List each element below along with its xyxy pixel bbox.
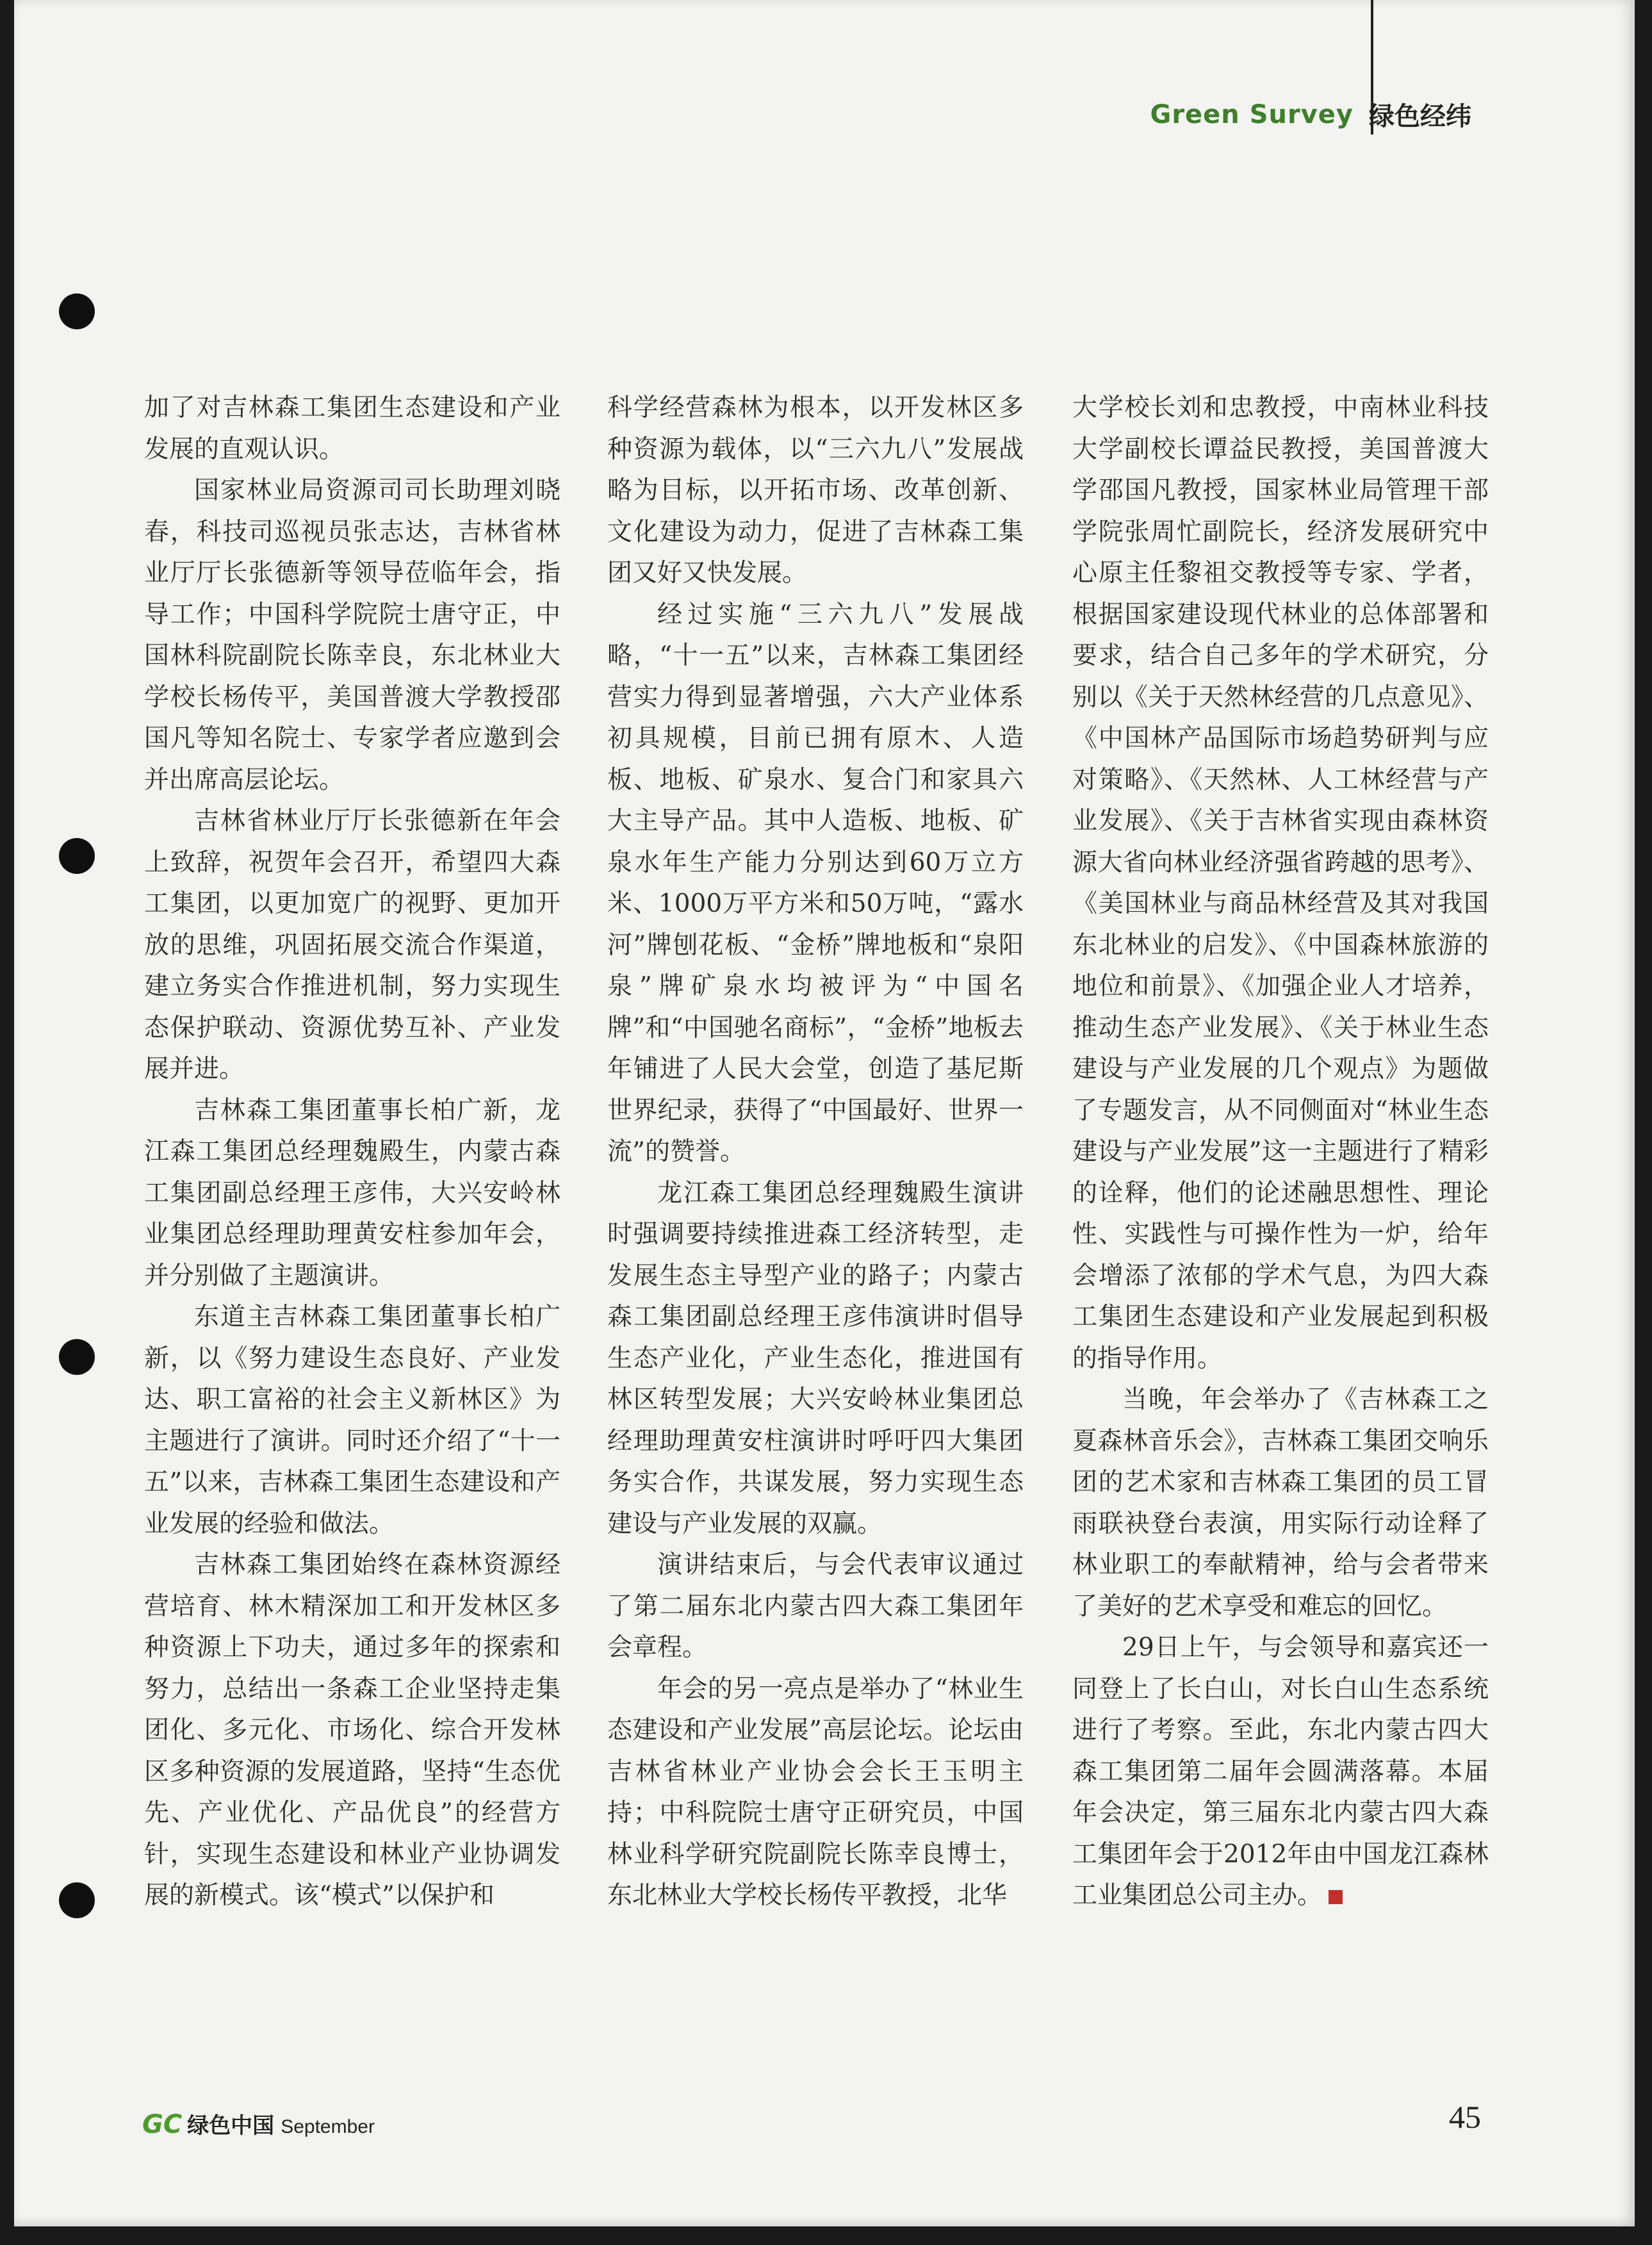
issue-month: September: [281, 2116, 375, 2137]
page-number: 45: [1449, 2099, 1481, 2135]
binder-hole: [59, 838, 95, 874]
binder-hole: [59, 293, 95, 329]
article-paragraph: 龙江森工集团总经理魏殿生演讲时强调要持续推进森工经济转型，走发展生态主导型产业的路子；内蒙古森工集团副总经理王彦伟演讲时倡导生态产业化，产业生态化，推进国有林区转型发展；大兴安岭林业集团总经理助理黄安柱演讲时呼吁四大集团务实合作，共谋发展，努力实现生态建设与产业发展的双赢。: [607, 1178, 1024, 1538]
article-paragraph: 吉林森工集团董事长柏广新，龙江森工集团总经理魏殿生，内蒙古森工集团副总经理王彦伟，大兴安岭林业集团总经理助理黄安柱参加年会，并分别做了主题演讲。: [144, 1096, 560, 1290]
article-paragraph: 东道主吉林森工集团董事长柏广新，以《努力建设生态良好、产业发达、职工富裕的社会主义新林区》为主题进行了演讲。同时还介绍了“十一五”以来，吉林森工集团生态建设和产业发展的经验和做法。: [144, 1303, 560, 1538]
article-column-2: [607, 388, 1024, 1917]
article-paragraph: 吉林省林业厅厅长张德新在年会上致辞，祝贺年会召开，希望四大森工集团，以更加宽广的视野、更加开放的思维，巩固拓展交流合作渠道，建立务实合作推进机制，努力实现生态保护联动、资源优势互补、产业发展并进。: [144, 807, 560, 1083]
magazine-page: [14, 0, 1635, 2226]
magazine-logo: GC: [142, 2110, 183, 2139]
article-paragraph: 国家林业局资源司司长助理刘晓春，科技司巡视员张志达，吉林省林业厅厅长张德新等领导莅临年会，指导工作；中国科学院院士唐守正，中国林科院副院长陈幸良，东北林业大学校长杨传平，美国普渡大学教授邵国凡等知名院士、专家学者应邀到会并出席高层论坛。: [144, 476, 560, 794]
binder-hole: [59, 1339, 95, 1375]
binder-hole: [59, 1882, 95, 1918]
article-paragraph: 当晚，年会举办了《吉林森工之夏森林音乐会》，吉林森工集团交响乐团的艺术家和吉林森工集团的员工冒雨联袂登台表演，用实际行动诠释了林业职工的奉献精神，给与会者带来了美好的艺术享受和难忘的回忆。: [1072, 1385, 1489, 1621]
section-header: [1150, 96, 1471, 133]
article-paragraph: 科学经营森林为根本，以开发林区多种资源为载体，以“三六九八”发展战略为目标，以开拓市场、改革创新、文化建设为动力，促进了吉林森工集团又好又快发展。: [607, 393, 1024, 588]
article-column-1: [144, 388, 560, 1917]
section-title-cn: 绿色经纬: [1369, 102, 1471, 131]
section-title-en: Green Survey: [1150, 99, 1353, 129]
article-paragraph: 29日上午，与会领导和嘉宾还一同登上了长白山，对长白山生态系统进行了考察。至此，东北内蒙古四大森工集团第二届年会圆满落幕。本届年会决定，第三届东北内蒙古四大森工集团年会于2012年由中国龙江森林工业集团总公司主办。: [1072, 1633, 1489, 1910]
article-paragraph: 吉林森工集团始终在森林资源经营培育、林木精深加工和开发林区多种资源上下功夫，通过多年的探索和努力，总结出一条森工企业坚持走集团化、多元化、市场化、综合开发林区多种资源的发展道路，坚持“生态优先、产业优化、产品优良”的经营方针，实现生态建设和林业产业协调发展的新模式。该“模式”以保护和: [144, 1550, 560, 1910]
end-of-article-mark: [1329, 1890, 1343, 1904]
article-paragraph: 演讲结束后，与会代表审议通过了第二届东北内蒙古四大森工集团年会章程。: [607, 1550, 1024, 1662]
article-paragraph: 经过实施“三六九八”发展战略，“十一五”以来，吉林森工集团经营实力得到显著增强，六大产业体系初具规模，目前已拥有原木、人造板、地板、矿泉水、复合门和家具六大主导产品。其中人造板、地板、矿泉水年生产能力分别达到60万立方米、1000万平方米和50万吨，“露水河”牌刨花板、“金桥”牌地板和“泉阳泉”牌矿泉水均被评为“中国名牌”和“中国驰名商标”，“金桥”地板去年铺进了人民大会堂，创造了基尼斯世界纪录，获得了“中国最好、世界一流”的赞誉。: [607, 600, 1024, 1166]
page-footer: [142, 2108, 375, 2139]
article-paragraph: 加了对吉林森工集团生态建设和产业发展的直观认识。: [144, 393, 560, 464]
magazine-name: 绿色中国: [187, 2113, 275, 2139]
article-column-3: [1072, 388, 1489, 1917]
article-paragraph: 大学校长刘和忠教授，中南林业科技大学副校长谭益民教授，美国普渡大学邵国凡教授，国家林业局管理干部学院张周忙副院长，经济发展研究中心原主任黎祖交教授等专家、学者，根据国家建设现代林业的总体部署和要求，结合自己多年的学术研究，分别以《关于天然林经营的几点意见》、《中国林产品国际市场趋势研判与应对策略》、《天然林、人工林经营与产业发展》、《关于吉林省实现由森林资源大省向林业经济强省跨越的思考》、《美国林业与商品林经营及其对我国东北林业的启发》、《中国森林旅游的地位和前景》、《加强企业人才培养，推动生态产业发展》、《关于林业生态建设与产业发展的几个观点》为题做了专题发言，从不同侧面对“林业生态建设与产业发展”这一主题进行了精彩的诠释，他们的论述融思想性、理论性、实践性与可操作性为一炉，给年会增添了浓郁的学术气息，为四大森工集团生态建设和产业发展起到积极的指导作用。: [1072, 393, 1489, 1373]
article-paragraph: 年会的另一亮点是举办了“林业生态建设和产业发展”高层论坛。论坛由吉林省林业产业协会会长王玉明主持；中科院院士唐守正研究员，中国林业科学研究院副院长陈幸良博士，东北林业大学校长杨传平教授，北华: [607, 1674, 1024, 1910]
